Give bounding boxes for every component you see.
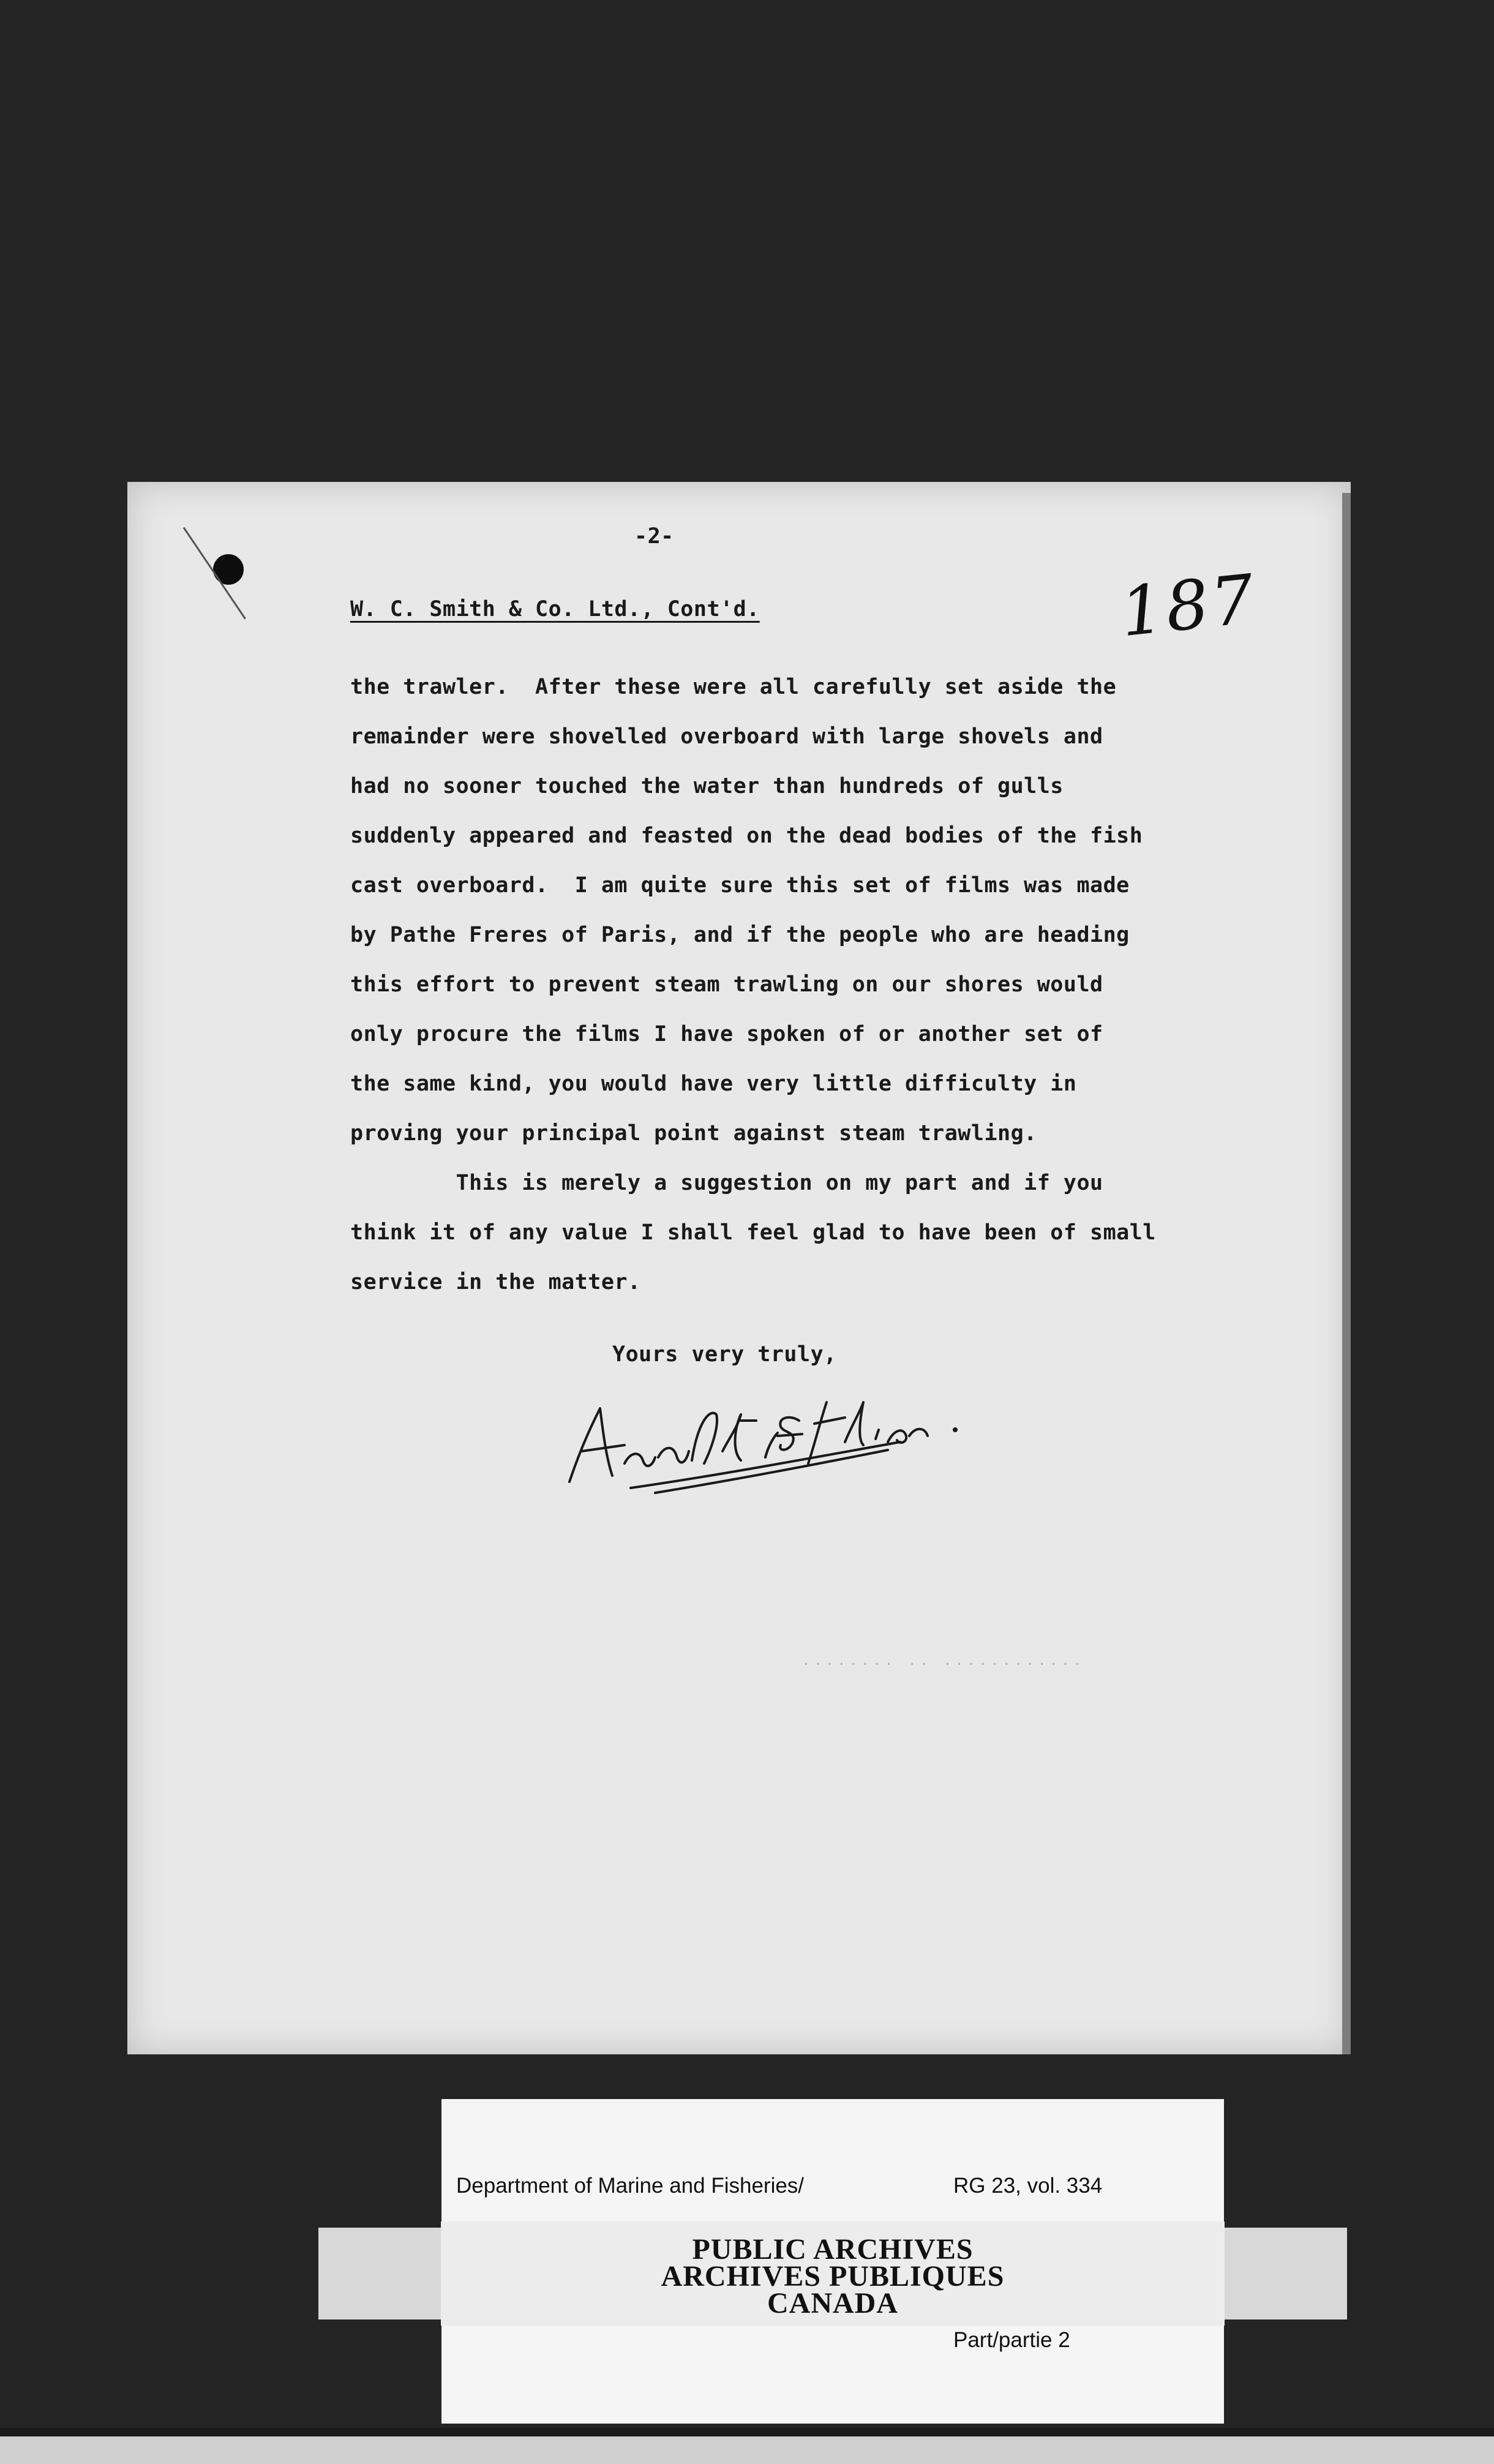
- body-line: had no sooner touched the water than hundreds of gulls: [350, 774, 1064, 798]
- body-line: remainder were shovelled overboard with large shovels and: [350, 724, 1103, 749]
- body-line: cast overboard. I am quite sure this set of films was made: [350, 873, 1130, 898]
- reference-line: Part/partie 2: [953, 2328, 1070, 2352]
- faint-bleedthrough-marks: ........ .. ............: [802, 1653, 1085, 1669]
- archive-stamp: [441, 2233, 1225, 2319]
- scan-bottom-strip: [0, 2428, 1494, 2436]
- letter-page: [127, 482, 1351, 2054]
- body-line: service in the matter.: [350, 1270, 641, 1294]
- reference-line: RG 23, vol. 334: [953, 2174, 1103, 2198]
- body-line: only procure the films I have spoken of or another set of: [350, 1022, 1103, 1046]
- stamp-line: CANADA: [767, 2287, 898, 2319]
- page-edge-shadow: [1342, 493, 1351, 2054]
- body-line: proving your principal point against steam trawling.: [350, 1121, 1037, 1146]
- body-line: think it of any value I shall feel glad to have been of small: [350, 1220, 1156, 1245]
- body-line: This is merely a suggestion on my part and if you: [350, 1171, 1103, 1195]
- addressee-heading: W. C. Smith & Co. Ltd., Cont'd.: [350, 597, 760, 622]
- body-line: this effort to prevent steam trawling on our shores would: [350, 972, 1103, 997]
- stamp-line: PUBLIC ARCHIVES: [692, 2233, 974, 2266]
- body-line: by Pathe Freres of Paris, and if the people who are heading: [350, 923, 1130, 947]
- handwritten-folio-number: 187: [1116, 559, 1261, 652]
- department-line: Department of Marine and Fisheries/: [456, 2174, 805, 2198]
- page-number: -2-: [634, 524, 674, 549]
- stamp-line: ARCHIVES PUBLIQUES: [661, 2260, 1005, 2293]
- handwritten-signature: [557, 1384, 998, 1500]
- body-line: suddenly appeared and feasted on the dead bodies of the fish: [350, 824, 1143, 848]
- closing-salutation: Yours very truly,: [612, 1342, 837, 1367]
- scan-bottom-edge: [0, 2436, 1494, 2464]
- body-line: the trawler. After these were all carefully set aside the: [350, 675, 1117, 699]
- body-line: the same kind, you would have very little difficulty in: [350, 1072, 1077, 1096]
